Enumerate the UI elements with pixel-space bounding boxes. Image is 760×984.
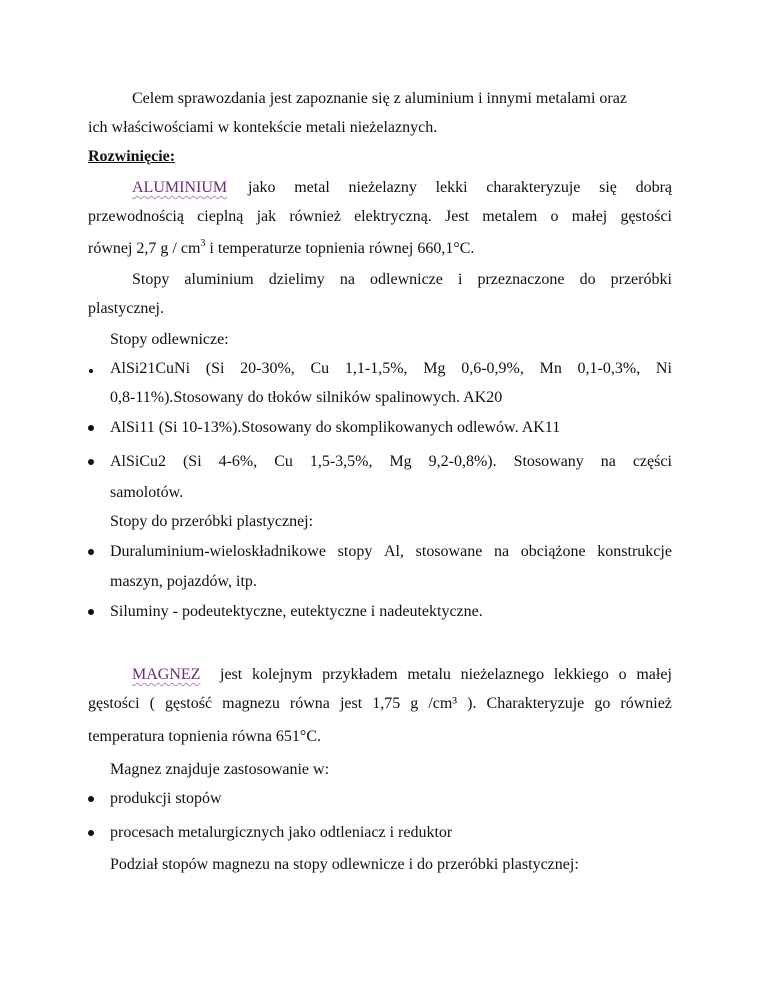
density-exponent: 3 [200,237,206,249]
word: jak [256,208,277,225]
word: przeznaczone [477,271,565,288]
bullet [88,609,94,615]
word: stopy [337,543,373,560]
bullet [88,425,94,431]
word: Mg [389,453,412,470]
alloys-line-1 [132,270,672,290]
word: równa [289,695,330,712]
word: 9,2-0,8%). [428,453,497,470]
use-item-1: produkcji stopów [110,790,222,807]
aluminium-keyword-text: ALUMINIUM [132,179,228,196]
word: 0,6-0,9%, [461,360,524,377]
word: 0,1-0,3%, [577,360,641,377]
word: AlSi21CuNi [110,360,191,377]
word: magnezu [222,695,280,712]
word: małej [636,666,672,683]
word: gęstości [88,695,140,712]
bullet [88,830,94,836]
word: nieżelaznego [460,666,545,683]
aluminium-line-3 [88,239,474,259]
word: części [632,453,672,470]
word: jako [248,179,276,196]
wrought-item-1-line-1 [110,542,672,562]
word: na [600,453,616,470]
word: o [550,208,559,225]
density-text: równej 2,7 g / cm [88,240,201,257]
word: metalem [482,208,538,225]
word: i [457,271,463,288]
melting-text: i temperaturze topnienia równej 660,1°C. [205,240,475,257]
magnez-line-2 [88,694,672,714]
aluminium-keyword [132,178,227,198]
word: Duraluminium-wieloskładnikowe [110,543,326,560]
magnez-line-1 [220,665,672,685]
word: Stosowany [513,453,584,470]
cast-item-1-line-1 [110,359,672,379]
wrought-alloys-label: Stopy do przeróbki plastycznej: [110,513,314,530]
word: jest [220,666,243,683]
word: na [339,271,355,288]
magnez-keyword [132,665,200,685]
word: nieżelazny [348,179,417,196]
magnez-keyword-text: MAGNEZ [132,666,201,683]
word: obciążone [520,543,586,560]
word: przykładem [322,666,398,683]
section-heading: Rozwinięcie: [88,148,176,165]
word: Mg [423,360,446,377]
word: kolejnym [251,666,313,683]
word: gęstości [620,208,672,225]
wrought-item-2: Siluminy - podeutektyczne, eutektyczne i nadeutektyczne. [110,603,483,620]
word: 1,1-1,5%, [344,360,408,377]
wrought-item-1-line-2: maszyn, pojazdów, itp. [110,573,257,590]
word: ). [467,695,477,712]
word: Cu [274,453,293,470]
word: odlewnicze [370,271,443,288]
word: na [493,543,510,560]
word: przewodnością [88,208,184,225]
word: Mn [539,360,562,377]
word: się [599,179,617,196]
word: 4-6%, [218,453,258,470]
word: elektryczną. [354,208,432,225]
word: (Si [205,360,225,377]
word: Jest [445,208,469,225]
word: Ni [655,360,672,377]
word: aluminium [184,271,254,288]
cast-item-3-line-2: samolotów. [110,484,184,501]
word: 20-30%, [240,360,295,377]
word: ( [149,695,155,712]
word: metal [294,179,330,196]
word: go [594,695,611,712]
alloys-line-2: plastycznej. [88,300,164,317]
word: do [579,271,596,288]
bullet [88,796,94,802]
aluminium-line-1 [248,178,672,198]
word: przeróbki [610,271,672,288]
word: Charakteryzuje [486,695,585,712]
word: Cu [310,360,330,377]
word: gęstość [164,695,213,712]
bullet [89,369,93,373]
magnez-line-3: temperatura topnienia równa 651°C. [88,728,321,745]
word: /cm³ [428,695,458,712]
word: małej [571,208,608,225]
word: metalu [407,666,451,683]
uses-label: Magnez znajduje zastosowanie w: [110,761,330,778]
intro-line-1: Celem sprawozdania jest zapoznanie się z aluminium i innymi metalami oraz [132,90,627,107]
aluminium-line-2 [88,207,672,227]
bullet [88,459,94,465]
word: Stopy [132,271,170,288]
word: o [618,666,627,683]
word: lekki [435,179,468,196]
intro-line-2: ich właściwościami w kontekście metali nieżelaznych. [88,119,438,136]
word: Al, [383,543,404,560]
word: również [289,208,341,225]
word: 1,75 [372,695,401,712]
word: (Si [182,453,202,470]
word: dobrą [635,179,672,196]
word: cieplną [197,208,244,225]
use-item-2: procesach metalurgicznych jako odtleniacz i reduktor [110,824,453,841]
magnez-division: Podział stopów magnezu na stopy odlewnicze i do przeróbki plastycznej: [110,856,579,873]
word: konstrukcje [597,543,672,560]
word: również [620,695,672,712]
bullet [88,549,94,555]
word: stosowane [415,543,483,560]
cast-item-1-line-2: 0,8-11%).Stosowany do tłoków silników spalinowych. AK20 [110,389,503,406]
word: 1,5-3,5%, [309,453,373,470]
word: AlSiCu2 [110,453,167,470]
cast-item-3-line-1 [110,452,672,472]
word: dzielimy [268,271,325,288]
word: lekkiego [553,666,609,683]
cast-alloys-label: Stopy odlewnicze: [110,331,229,348]
word: g [410,695,419,712]
cast-item-2: AlSi11 (Si 10-13%).Stosowany do skomplikowanych odlewów. AK11 [110,419,561,436]
word: charakteryzuje [486,179,581,196]
word: jest [339,695,363,712]
